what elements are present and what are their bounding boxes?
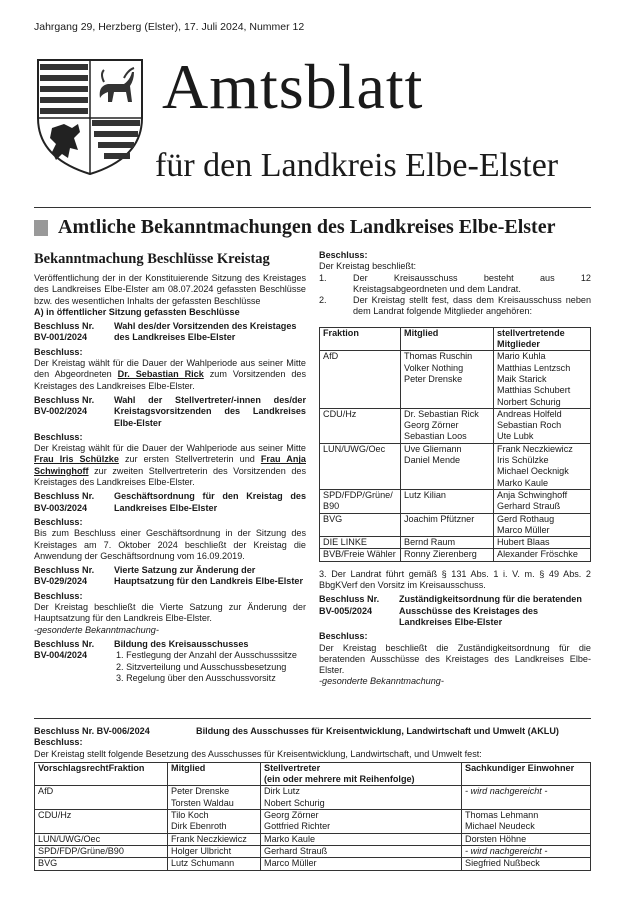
section-divider — [34, 718, 591, 719]
table-header-row — [320, 327, 591, 351]
resolution-bv003: Beschluss Nr. BV-003/2024 Geschäftsordnung für den Kreistag des Landkreises Elbe-Elster — [34, 491, 306, 513]
fraction-cell: SPD/FDP/Grüne/ B90 — [320, 489, 401, 513]
publication-title: Amtsblatt — [162, 51, 424, 122]
table-row — [320, 489, 591, 513]
fraction-cell: SPD/FDP/Grüne/B90 — [35, 845, 168, 857]
deputy-cell: Dirk Lutz Nobert Schurig — [261, 786, 462, 810]
list-item: 2. Sitzverteilung und Ausschussbesetzung — [116, 661, 287, 672]
resolution-text: Der Kreistag stellt folgende Besetzung des Ausschusses für Kreisentwicklung, Landwirtschaft, und Umwelt fest: — [34, 748, 482, 759]
resident-cell: Dorsten Höhne — [462, 833, 591, 845]
member-cell: Ronny Zierenberg — [401, 549, 494, 561]
fraction-cell: DIE LINKE — [320, 537, 401, 549]
left-heading: Bekanntmachung Beschlüsse Kreistag — [34, 251, 270, 267]
fraction-cell: BVB/Freie Wähler — [320, 549, 401, 561]
deputy-cell: Georg Zörner Gottfried Richter — [261, 810, 462, 834]
resolution-text: Der Kreistag beschließt die Vierte Satzung zur Änderung der Hauptsatzung für den Landkreis Elbe-Elster. — [34, 602, 306, 624]
committee-members-table — [319, 327, 591, 562]
header-rule — [34, 207, 591, 208]
beschluss-label: Beschluss: — [319, 631, 368, 642]
member-cell: Dr. Sebastian Rick Georg Zörner Sebastian Loos — [401, 408, 494, 443]
column-header: VorschlagsrechtFraktion — [35, 762, 168, 786]
table-header-row — [35, 762, 591, 786]
resolution-number: BV-001/2024 — [34, 332, 88, 343]
table-row — [35, 858, 591, 870]
beschluss-label: Beschluss: — [34, 346, 83, 357]
resolution-text: Der Kreistag beschließt die Zuständigkeitsordnung für die beratenden Ausschüsse des Kreistages des Landkreises Elbe-Elster. — [319, 642, 591, 676]
resolution-text: Der Kreistag wählt für die Dauer der Wahlperiode aus seiner Mitte Frau Iris Schülzke zur ersten Stellvertreterin und Frau Anja Schwinghoff zur zweiten Stellvertreterin des Vorsitzenden des Kreistages des Landkreises Elbe-Elster. — [34, 443, 306, 488]
resident-cell: Siegfried Nußbeck — [462, 858, 591, 870]
fraction-cell: LUN/UWG/Oec — [320, 443, 401, 489]
person-name: Dr. Sebastian Rick — [117, 369, 204, 380]
fraction-cell: AfD — [320, 351, 401, 408]
resolution-bv001 — [34, 321, 306, 344]
chair-note: 3. Der Landrat führt gemäß § 131 Abs. 1 i. V. m. § 49 Abs. 2 BbgKVerf den Vorsitz im Kreisausschuss. — [319, 568, 591, 591]
beschluss-label: Beschluss: — [34, 431, 83, 442]
deputy-cell: Alexander Fröschke — [494, 549, 591, 561]
section-title: Amtliche Bekanntmachungen des Landkreises Elbe-Elster — [58, 216, 556, 238]
aklu-section — [34, 726, 591, 871]
resolution-title: Bildung des Ausschusses für Kreisentwicklung, Landwirtschaft und Umwelt (AKLU) — [196, 726, 559, 736]
member-cell: Holger Ulbricht — [168, 845, 261, 857]
person-name: Frau Iris Schülzke — [34, 454, 119, 465]
deputy-cell: Andreas Holfeld Sebastian Roch Ute Lubk — [494, 408, 591, 443]
deputy-cell: Hubert Blaas — [494, 537, 591, 549]
resolution-label: Beschluss Nr. — [34, 321, 95, 332]
beschluss-label: Beschluss: — [34, 737, 83, 748]
table-row — [320, 408, 591, 443]
deputy-cell: Mario Kuhla Matthias Lentzsch Maik Starick Matthias Schubert Norbert Schurig — [494, 351, 591, 408]
member-cell: Lutz Schumann — [168, 858, 261, 870]
resolution-text: Der Kreistag wählt für die Dauer der Wahlperiode aus seiner Mitte den Abgeordneten Dr. Sebastian Rick zum Vorsitzenden des Kreistages des Landkreises Elbe-Elster. — [34, 358, 306, 391]
member-cell: Thomas Ruschin Volker Nothing Peter Drenske — [401, 351, 494, 408]
resolution-bv029: Beschluss Nr. BV-029/2024 Vierte Satzung zur Änderung der Hauptsatzung für den Landkreis Elbe-Elster — [34, 565, 306, 588]
column-header: Sachkundiger Einwohner — [462, 762, 591, 786]
deputy-cell: Anja Schwinghoff Gerhard Strauß — [494, 489, 591, 513]
resolution-title: Wahl der Stellvertreter/-innen des/der Kreistagsvorsitzenden des Landkreises Elbe-Elster — [114, 394, 306, 428]
deputy-cell: Gerhard Strauß — [261, 845, 462, 857]
table-row — [320, 443, 591, 489]
intro-text: Veröffentlichung der in der Konstituierende Sitzung des Kreistages des Landkreises Elbe-Elster am 08.07.2024 gefassten Beschlüsse bzw. des wesentlichen Inhalts der gefassten Beschlüsse — [34, 273, 306, 306]
resolution-number: BV-005/2024 — [319, 605, 373, 616]
column-header: stellvertretende Mitglieder — [494, 327, 591, 351]
resolution-number: BV-029/2024 — [34, 576, 88, 587]
resolution-title: Geschäftsordnung für den Kreistag des Landkreises Elbe-Elster — [114, 491, 306, 513]
resolution-title: Bildung des Kreisausschusses — [114, 638, 249, 649]
resolution-text: Bis zum Beschluss einer Geschäftsordnung in der Sitzung des Kreistages am 7. Oktober 2024 beschließt der Kreistag die Anwendung der Geschäftsordnung vom 16.09.2019. — [34, 528, 306, 561]
intro-text: Der Kreistag beschließt: — [319, 261, 417, 272]
column-header: Mitglied — [401, 327, 494, 351]
fraction-cell: BVG — [320, 513, 401, 537]
beschluss-label: Beschluss: — [34, 590, 83, 601]
publication-subtitle: für den Landkreis Elbe-Elster — [155, 147, 559, 184]
resident-cell: - wird nachgereicht - — [462, 845, 591, 857]
beschluss-label: Beschluss: — [319, 250, 368, 260]
section-marker — [34, 220, 48, 236]
resolution-number: BV-003/2024 — [34, 502, 88, 513]
issue-line: Jahrgang 29, Herzberg (Elster), 17. Juli 2024, Nummer 12 — [34, 21, 305, 33]
fraction-cell: BVG — [35, 858, 168, 870]
resolution-bv004: Beschluss Nr. BV-004/2024 Bildung des Kreisausschusses 1. Festlegung der Anzahl der Ausschusssitze 2. Sitzverteilung und Ausschussbesetzung 3. Regelung über den Ausschussvorsitz — [34, 639, 306, 684]
deputy-cell: Frank Neczkiewicz Iris Schülzke Michael Oecknigk Marko Kaule — [494, 443, 591, 489]
resolution-number: BV-004/2024 — [34, 650, 88, 661]
member-cell: Peter Drenske Torsten Waldau — [168, 786, 261, 810]
separate-notice-note: -gesonderte Bekanntmachung- — [319, 676, 444, 687]
left-column — [34, 250, 306, 684]
table-row — [35, 845, 591, 857]
person-name: Frau Anja Schwinghoff — [34, 454, 306, 476]
column-header: Stellvertreter (ein oder mehrere mit Reihenfolge) — [261, 762, 462, 786]
member-cell: Joachim Pfützner — [401, 513, 494, 537]
fraction-cell: LUN/UWG/Oec — [35, 833, 168, 845]
fraction-cell: CDU/Hz — [320, 408, 401, 443]
table-row — [320, 351, 591, 408]
resident-cell: Thomas Lehmann Michael Neudeck — [462, 810, 591, 834]
column-header: Mitglied — [168, 762, 261, 786]
fraction-cell: AfD — [35, 786, 168, 810]
member-cell: Uve Gliemann Daniel Mende — [401, 443, 494, 489]
resolution-bv002: Beschluss Nr. BV-002/2024 Wahl der Stellvertreter/-innen des/der Kreistagsvorsitzenden des Landkreises Elbe-Elster — [34, 394, 306, 428]
table-row — [35, 810, 591, 834]
member-cell: Tilo Koch Dirk Ebenroth — [168, 810, 261, 834]
resolution-bv005: Beschluss Nr. BV-005/2024 Zuständigkeitsordnung für die beratenden Ausschüsse des Kreistages des Landkreises Elbe-Elster — [319, 594, 591, 628]
list-item: 1. Der Kreisausschuss besteht aus 12 Kreistagsabgeordneten und dem Landrat. — [319, 272, 591, 294]
member-cell: Frank Neczkiewicz — [168, 833, 261, 845]
list-item: 1. Festlegung der Anzahl der Ausschusssitze — [116, 650, 297, 661]
aklu-table — [34, 762, 591, 871]
table-row — [35, 833, 591, 845]
resolution-title: Vierte Satzung zur Änderung der Hauptsatzung für den Landkreis Elbe-Elster — [114, 565, 303, 587]
resident-cell: - wird nachgereicht - — [462, 786, 591, 810]
deputy-cell: Marco Müller — [261, 858, 462, 870]
table-row — [320, 513, 591, 537]
right-column — [319, 250, 591, 688]
deputy-cell: Gerd Rothaug Marco Müller — [494, 513, 591, 537]
resolution-title: Wahl des/der Vorsitzenden des Kreistages des Landkreises Elbe-Elster — [114, 321, 297, 343]
fraction-cell: CDU/Hz — [35, 810, 168, 834]
column-header: Fraktion — [320, 327, 401, 351]
member-cell: Lutz Kilian — [401, 489, 494, 513]
separate-notice-note: -gesonderte Bekanntmachung- — [34, 624, 159, 635]
resolution-number: BV-002/2024 — [34, 406, 88, 417]
resolution-number: Beschluss Nr. BV-006/2024 — [34, 726, 150, 736]
list-item: 2. Der Kreistag stellt fest, dass dem Kreisausschuss neben dem Landrat folgende Mitglieder angehören: — [319, 295, 591, 317]
public-heading: A) in öffentlicher Sitzung gefassten Beschlüsse — [34, 306, 240, 317]
table-row — [320, 549, 591, 561]
coat-of-arms-icon — [34, 58, 146, 176]
resolution-title: Zuständigkeitsordnung für die beratenden Ausschüsse des Kreistages des Landkreises Elbe-Elster — [399, 594, 582, 627]
deputy-cell: Marko Kaule — [261, 833, 462, 845]
table-row — [35, 786, 591, 810]
list-item: 3. Regelung über den Ausschussvorsitz — [116, 672, 276, 683]
member-cell: Bernd Raum — [401, 537, 494, 549]
table-row — [320, 537, 591, 549]
beschluss-label: Beschluss: — [34, 516, 83, 527]
